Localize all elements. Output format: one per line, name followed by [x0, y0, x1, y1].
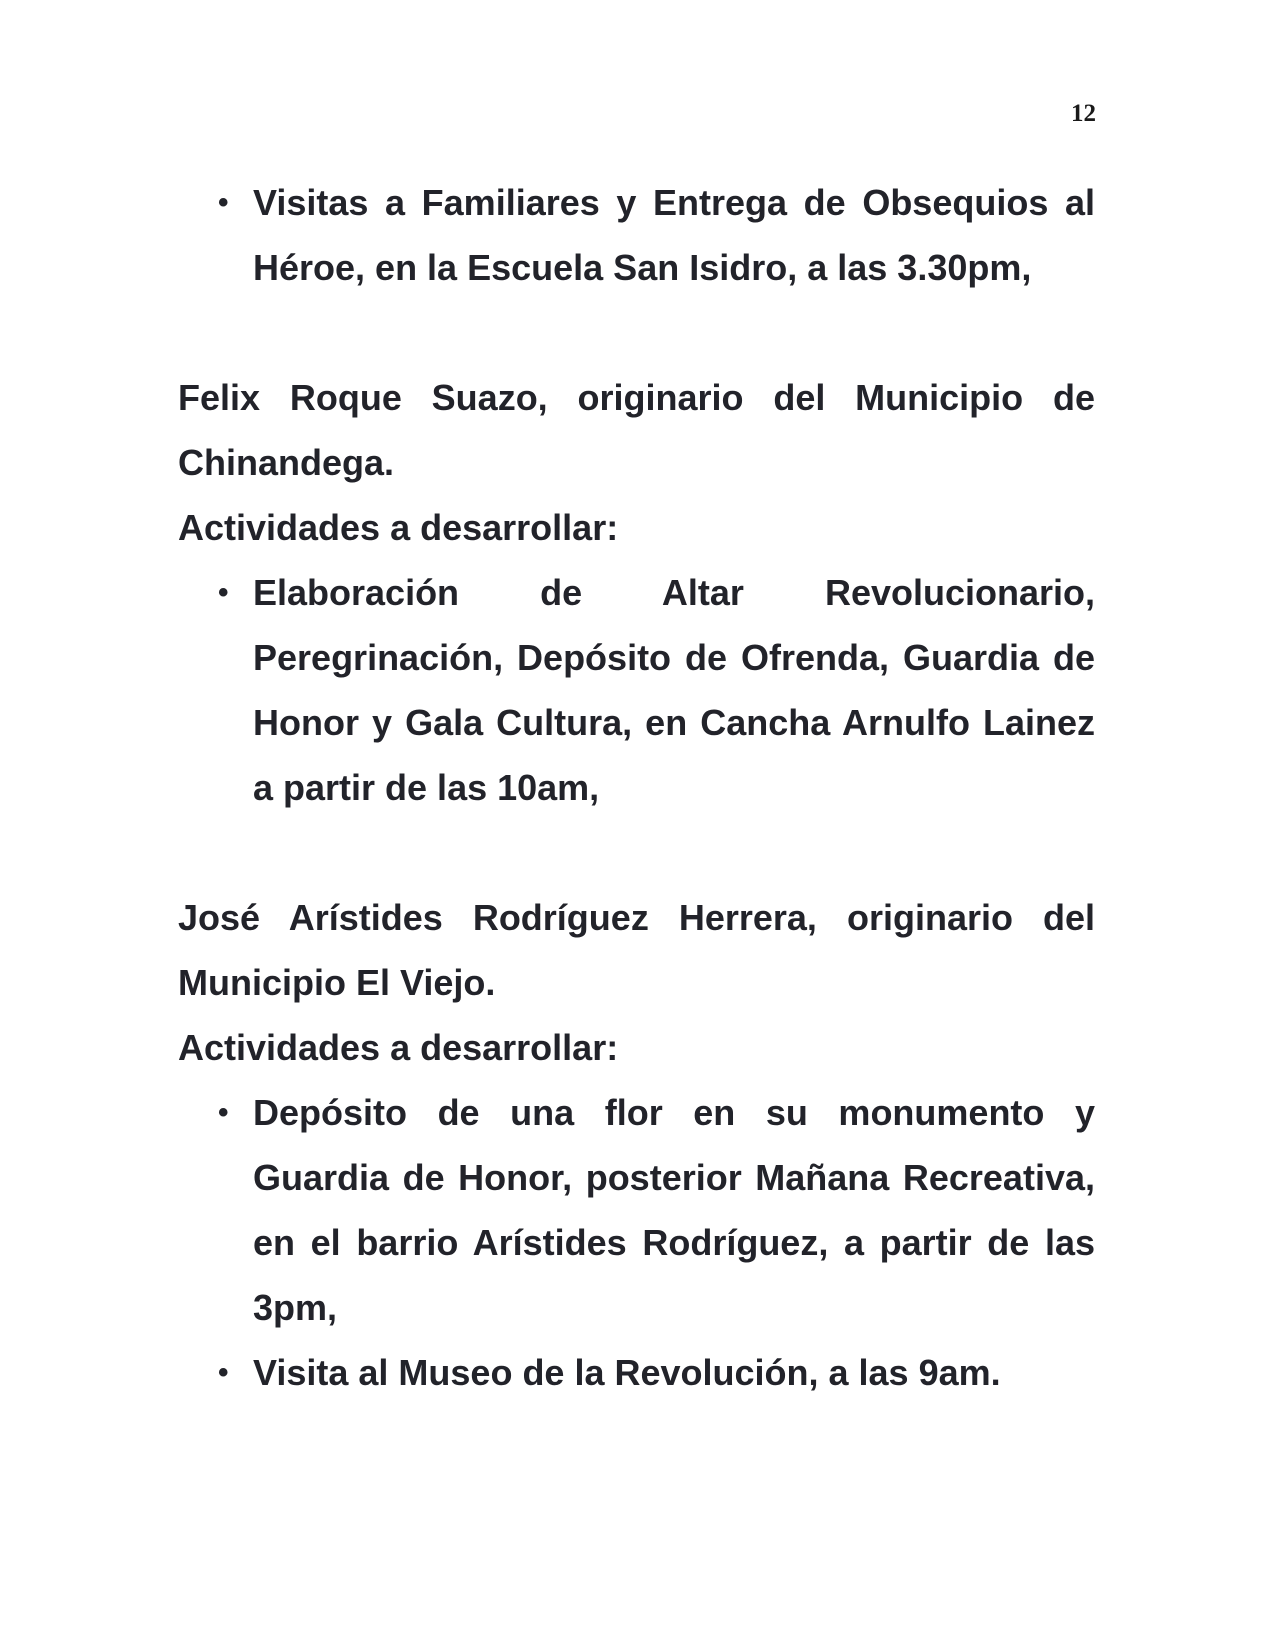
bullet-icon: •: [218, 186, 229, 219]
bullet-icon: •: [218, 1096, 229, 1129]
page-number: 12: [1071, 100, 1096, 127]
activity-list: [178, 170, 1095, 300]
hero-intro: Felix Roque Suazo, originario del Municipio de Chinandega.: [178, 377, 1095, 483]
activity-list: [178, 560, 1095, 820]
hero-intro: José Arístides Rodríguez Herrera, originario del Municipio El Viejo.: [178, 897, 1095, 1003]
activities-label: Actividades a desarrollar:: [178, 1027, 619, 1068]
list-item: [218, 560, 1095, 820]
document-body: [178, 170, 1095, 1405]
list-item: [218, 1080, 1095, 1340]
bullet-icon: •: [218, 576, 229, 609]
bullet-icon: •: [218, 1356, 229, 1389]
list-item-text: Depósito de una flor en su monumento y Guardia de Honor, posterior Mañana Recreativa, en el barrio Arístides Rodríguez, a partir de las 3pm,: [253, 1092, 1095, 1328]
list-item-text: Visita al Museo de la Revolución, a las 9am.: [253, 1352, 1001, 1393]
list-item: [218, 1340, 1095, 1405]
activity-list: [178, 1080, 1095, 1405]
list-item-text: Visitas a Familiares y Entrega de Obsequios al Héroe, en la Escuela San Isidro, a las 3.30pm,: [253, 182, 1095, 288]
list-item-text: Elaboración de Altar Revolucionario, Peregrinación, Depósito de Ofrenda, Guardia de Honor y Gala Cultura, en Cancha Arnulfo Lainez a partir de las 10am,: [253, 572, 1095, 808]
list-item: [218, 170, 1095, 300]
activities-label: Actividades a desarrollar:: [178, 507, 619, 548]
